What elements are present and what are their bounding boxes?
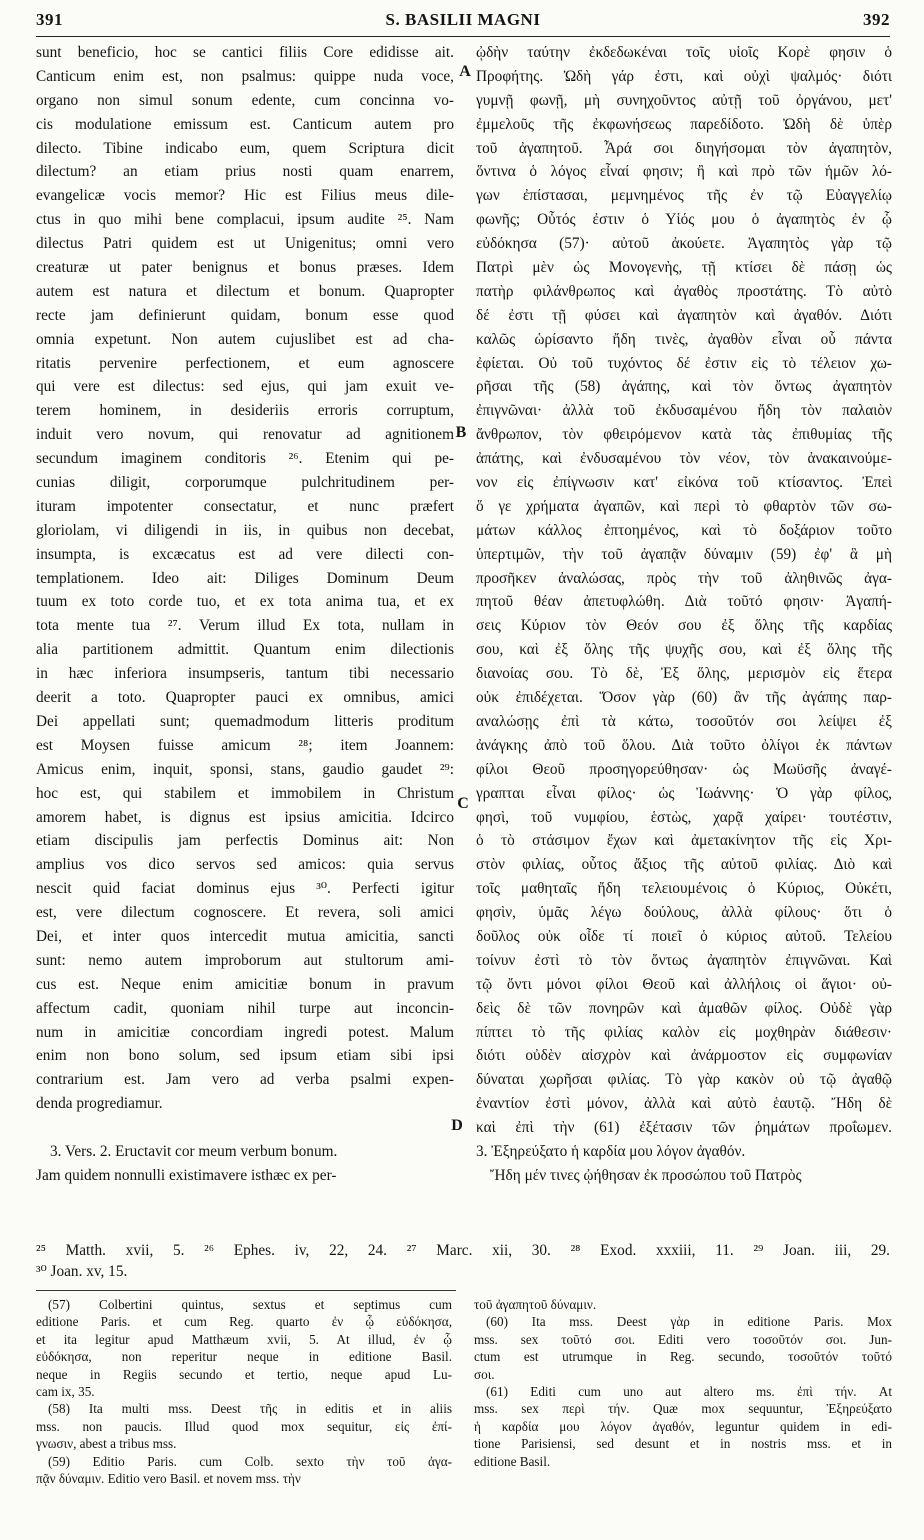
- margin-letter-b: B: [455, 424, 467, 441]
- greek-text-line: πατὴρ φιλάνθρωπος καὶ ἀγαθὸς προστάτης. Τὸ αὐτὸ: [476, 282, 892, 300]
- running-header: [36, 10, 890, 32]
- latin-text-line: omnia expetunt. Non autem cujuslibet est ad cha-: [36, 330, 454, 348]
- greek-text-line: ἐμμελοῦς τῆς ἐκφωνήσεως παρεδίδοτο. Ὠδὴ δὲ ὑπὲρ: [476, 115, 892, 133]
- greek-text-line: 3. Ἐξηρεύξατο ἡ καρδία μου λόγον ἀγαθόν.: [476, 1142, 746, 1160]
- greek-text-line: ἐφίεται. Οὐ τοῦ τυχόντος δέ ἐστιν εἰς τὸ τέλειον χω-: [476, 354, 892, 372]
- greek-text-line: σεις Κύριον τὸν Θεόν σου ἐξ ὅλης τῆς καρδίας: [476, 617, 892, 635]
- greek-text-line: διανοίας σου. Τὸ δὲ, Ἐξ ὅλης, μερισμὸν εἰς ἕτερα: [476, 665, 892, 683]
- greek-text-line: δεὶς δὲ τῶν πονηρῶν καὶ ἀμαθῶν φίλος. Οὐδὲ γὰρ: [476, 999, 892, 1017]
- latin-text-line: 3. Vers. 2. Eructavit cor meum verbum bonum.: [50, 1142, 338, 1160]
- greek-text-line: καλῶς ὡρίσαντο ἤδη τινὲς, ἀγαθὸν εἶναι οὗ πάντα: [476, 330, 892, 348]
- greek-text-line: ἀπάτης, καὶ ἐνδυσαμένου τὸν νέον, τὸν ἀνακαινούμε-: [476, 450, 892, 468]
- critical-note-line: (60) Ita mss. Deest γὰρ in editione Paris. Mox: [486, 1314, 892, 1330]
- critical-note-line: neque in Regiis secundo et tertio, neque apud Lu-: [36, 1366, 452, 1382]
- latin-text-line: dilecto. Tibine indicabo eum, quem Scriptura dicit: [36, 139, 454, 157]
- greek-text-line: ὑπερτιμῶν, τὴν τοῦ ἀγαπᾷν δύναμιν (59) ἐφ' ἃ μὴ: [476, 545, 892, 563]
- latin-text-line: est, vere dilectum cognoscere. Et revera, soli amici: [36, 904, 454, 922]
- latin-text-line: cus est. Neque enim amicitiæ bonum in pravum: [36, 975, 454, 993]
- latin-text-line: amorem habet, is dignus est ipsius amicitia. Idcirco: [36, 808, 454, 826]
- critical-note-line: editione Basil.: [474, 1453, 551, 1469]
- greek-text-line: ὁ τὸ στάσιμον ἔχων καὶ ἀμετακίνητον τῆς εἰς Χρι-: [476, 832, 892, 850]
- latin-text-line: organo non simul sonum edente, cum concinna vo-: [36, 91, 454, 109]
- latin-text-line: templationem. Ideo ait: Diliges Dominum Deum: [36, 569, 454, 587]
- page-number-left: 391: [36, 10, 63, 29]
- latin-text-line: etiam discipulis jam perfectis Dominus ait: Non: [36, 832, 454, 850]
- latin-text-line: dilectum? an etiam prius nosti quam enarrem,: [36, 163, 454, 181]
- footnote-rule: [36, 1290, 456, 1291]
- critical-note-line: mss. sex τοῦτό σοι. Editi vero τοσοῦτόν σοι. Jun-: [474, 1331, 892, 1347]
- latin-text-line: [36, 1116, 454, 1140]
- greek-text-line: ὅ γε χρήματα ἀγαπῶν, καὶ περὶ τὸ φθαρτὸν τῶν σω-: [476, 497, 892, 515]
- greek-text-line: Πατρὶ μὲν ὡς Μονογενὴς, τῇ κτίσει δὲ πάσῃ ὡς: [476, 259, 892, 277]
- greek-text-line: φίλοι Θεοῦ προσηγορεύθησαν· ὡς Μωϋσῆς ἀναγέ-: [476, 760, 892, 778]
- greek-text-line: τῷ ὄντι μόνοι φίλοι Θεοῦ καὶ ἀλλήλοις οἱ ἅγιοι· οὐ-: [476, 975, 892, 993]
- latin-text-line: ritatis pervenire perfectionem, et eum agnoscere: [36, 354, 454, 372]
- latin-text-line: recte jam definierunt quidam, bonum esse quod: [36, 306, 454, 324]
- greek-text-line: σου, καὶ ἐξ ὅλης τῆς ψυχῆς σου, καὶ ἐξ ὅλης τῆς: [476, 641, 892, 659]
- latin-text-line: in hæc inferiora insumpseris, tantum tibi necessario: [36, 665, 454, 683]
- greek-text-line: ὅντινα ὁ λόγος εἶναί φησιν; ἢ καὶ πρὸ τῶν ἡμῶν λό-: [476, 163, 892, 181]
- critical-note-line: εὐδόκησα, non reperitur neque in editione Basil.: [36, 1349, 452, 1365]
- latin-text-line: affectum cadit, quoniam nihil turpe aut inconcin-: [36, 999, 454, 1017]
- latin-text-line: sunt beneficio, hoc se cantici filiis Core edidisse ait.: [36, 44, 454, 61]
- greek-text-line: φησὶ, τοῦ νυμφίου, ἑστὼς, χαρᾷ χαίρει· τουτέστιν,: [476, 808, 892, 826]
- greek-text-line: ρῆσαι τῆς (58) ἀγάπης, καὶ τὸν ὄντως ἀγαπητὸν: [476, 378, 892, 396]
- latin-text-line: cis modulatione emissum est. Canticum autem pro: [36, 115, 454, 133]
- latin-text-line: Dei appellati sunt; quemadmodum litteris proditum: [36, 712, 454, 730]
- latin-text-line: ctus in quo mihi bene complacui, ipsum audite ²⁵. Nam: [36, 211, 454, 229]
- greek-text-line: ἀνάγκης ἀπὸ τοῦ ὅλου. Διὰ τοῦτο ὀλίγοι ἐκ πάντων: [476, 736, 892, 754]
- greek-text-line: τοῖς μαθηταῖς ἤδη τελειουμένοις ὁ Κύριος, Οὐκέτι,: [476, 880, 892, 898]
- latin-text-line: ituram impotenter consectatur, et nunc præfert: [36, 497, 454, 515]
- latin-text-line: denda progrediamur.: [36, 1095, 163, 1113]
- latin-column: [36, 41, 454, 1269]
- critical-note-line: γνωσιν, abest a tribus mss.: [36, 1436, 177, 1452]
- latin-text-line: cunias diligit, corporumque pulchritudinem per-: [36, 474, 454, 492]
- latin-text-line: est Moysen fuisse amicum ²⁸; item Joannem:: [36, 736, 454, 754]
- scripture-reference-line: ³⁰ Joan. xv, 15.: [36, 1263, 128, 1280]
- greek-text-line: ᾠδὴν ταύτην ἐκδεδωκέναι τοῖς υἱοῖς Κορὲ φησιν ὁ: [476, 44, 892, 61]
- critical-note-line: editione Paris. et cum Reg. quarto ἐν ᾧ εὐδόκησα,: [36, 1314, 452, 1330]
- latin-text-line: hoc est, qui stabilem et immobilem in Christum: [36, 784, 454, 802]
- latin-text-line: creaturæ ut pater benignus et bonus præses. Idem: [36, 259, 454, 277]
- latin-text-line: tota mente tua ²⁷. Verum illud Ex tota, nullam in: [36, 617, 454, 635]
- greek-text-line: δέ ἐστι τῇ φύσει καὶ ἀγαπητὸν καὶ ἀγαθόν. Διότι: [476, 306, 892, 324]
- critical-note-line: et ita legitur apud Matthæum xvii, 5. At illud, ἐν ᾧ: [36, 1331, 452, 1347]
- critical-notes-right: [474, 1296, 892, 1536]
- latin-text-line: insumpta, is excæcatus est ad vere dilecti con-: [36, 545, 454, 563]
- greek-text-line: δοῦλος οὐκ οἶδε τί ποιεῖ ὁ κύριος αὐτοῦ. Τελείου: [476, 927, 892, 945]
- greek-text-line: ἐπιγνῶναι· ἀλλὰ τοῦ ἐκδυσαμένου ἤδη τὸν παλαιὸν: [476, 402, 892, 420]
- page-number-right: 392: [863, 10, 890, 29]
- latin-text-line: enim non bono solum, sed ipsum etiam sibi ipsi: [36, 1047, 454, 1065]
- critical-note-line: ctum est utrumque in Reg. secundo, τοσοῦτόν τοῦτό: [474, 1349, 892, 1365]
- greek-text-line: πίπτει τὸ τῆς φιλίας καλὸν εἰς μοχθηρὰν διάθεσιν·: [476, 1023, 892, 1041]
- greek-text-line: αναλώσῃς ἐπὶ τὰ κάτω, τοσοῦτόν σοι λείψει ἐξ: [476, 712, 892, 730]
- latin-text-line: tuum ex toto corde tuo, et ex tota anima tua, et ex: [36, 593, 454, 611]
- latin-text-line: autem est natura et dilectum et bonum. Quapropter: [36, 282, 454, 300]
- latin-text-line: alia partitionem admittit. Quantum enim dilectionis: [36, 641, 454, 659]
- latin-text-line: evangelicæ vocis memor? Hic est Filius meus dile-: [36, 187, 454, 205]
- greek-text-line: προσῆκεν ἀναλώσας, πρὸς τὴν τοῦ ἀληθινῶς ἀγα-: [476, 569, 892, 587]
- greek-column: [476, 41, 892, 1269]
- greek-text-line: τοῦ ἀγαπητοῦ. Ἆρά σοι διηγήσομαι τὸν ἀγαπητὸν,: [476, 139, 892, 157]
- critical-note-line: (59) Editio Paris. cum Colb. sexto τὴν τοῦ ἀγα-: [48, 1453, 452, 1469]
- greek-text-line: εὐδόκησα (57)· αὐτοῦ ἀκούετε. Ἀγαπητὸς γὰρ τῷ: [476, 235, 892, 253]
- margin-letter-a: A: [459, 63, 471, 80]
- critical-note-line: (58) Ita multi mss. Deest τῆς in editis et in aliis: [48, 1401, 452, 1417]
- latin-text-line: nescit quid faciat dominus ejus ³⁰. Perfecti igitur: [36, 880, 454, 898]
- scripture-references: [36, 1240, 890, 1286]
- latin-text-line: amplius vos dico servos sed amicos: quia servus: [36, 856, 454, 874]
- latin-text-line: secundum imaginem conditoris ²⁶. Etenim qui pe-: [36, 450, 454, 468]
- latin-text-line: Dei, et inter quos intercedit mutua amicitia, sancti: [36, 927, 454, 945]
- greek-text-line: ἐναντίον ἐστὶ μόνον, ἀλλὰ καὶ αὐτὸ ἑαυτῷ. Ἤδη δὲ: [476, 1095, 892, 1113]
- latin-text-line: Jam quidem nonnulli existimavere isthæc ex per-: [36, 1166, 337, 1184]
- critical-note-line: τοῦ ἀγαπητοῦ δύναμιν.: [474, 1297, 597, 1312]
- greek-text-line: φωνῆς; Οὗτός ἐστιν ὁ Υἱός μου ὁ ἀγαπητὸς ἐν ᾧ: [476, 211, 892, 229]
- critical-note-line: (61) Editi cum uno aut altero ms. ἐπὶ τήν. At: [486, 1383, 892, 1399]
- latin-text-line: gloriolam, vi diligendi in iis, in quibus non decebat,: [36, 521, 454, 539]
- greek-text-line: οὐκ ἐπιδέχεται. Ὅσον γὰρ (60) ἂν τῆς ἀγάπης παρ-: [476, 689, 892, 707]
- greek-text-line: γων ἐπίστασαι, μεμνημένος τῆς ἐν τῷ Εὐαγγελίῳ: [476, 187, 892, 205]
- margin-letter-d: D: [451, 1117, 463, 1134]
- latin-text-line: dilectus Patri quidem est ut Unigenitus; omni vero: [36, 235, 454, 253]
- critical-notes-left: [36, 1296, 452, 1536]
- scripture-reference-line: ²⁵ Matth. xvii, 5. ²⁶ Ephes. iv, 22, 24. ²⁷ Marc. xii, 30. ²⁸ Exod. xxxiii, 11. ²⁹ Joan. iii, 29.: [36, 1242, 890, 1259]
- latin-text-line: terem hominem, in desideriis erroris corruptum,: [36, 402, 454, 420]
- latin-text-line: num in amicitiæ concordiam ingredi potest. Malum: [36, 1023, 454, 1041]
- critical-note-line: mss. sex περὶ τήν. Quæ mox sequuntur, Ἐξηρεύξατο: [474, 1401, 892, 1417]
- greek-text-line: γραπται εἶναι φίλος· ὡς Ἰωάννης· Ὁ γὰρ φίλος,: [476, 784, 892, 802]
- greek-text-line: Προφήτης. Ὠδὴ γάρ ἐστι, καὶ οὐχὶ ψαλμός· διότι: [476, 67, 892, 85]
- greek-text-line: φησὶν, ὑμᾶς λέγω δούλους, ἀλλὰ φίλους· ὅτι ὁ: [476, 904, 892, 922]
- critical-note-line: πᾷν δύναμιν. Editio vero Basil. et novem mss. τὴν: [36, 1470, 301, 1486]
- latin-text-line: qui vere est dilectus: sed ejus, qui jam exuit ve-: [36, 378, 454, 396]
- latin-text-line: induit vero novum, qui renovatur ad agnitionem: [36, 426, 454, 444]
- latin-text-line: sunt: nemo autem improborum aut stultorum ami-: [36, 951, 454, 969]
- critical-note-line: mss. non paucis. Illud quod mox sequitur, εἰς ἐπί-: [36, 1418, 452, 1434]
- header-rule: [36, 36, 890, 37]
- critical-note-line: (57) Colbertini quintus, sextus et septimus cum: [48, 1297, 452, 1312]
- latin-text-line: contrarium est. Jam vero ad verba psalmi expen-: [36, 1071, 454, 1089]
- greek-text-line: Ἤδη μέν τινες ᾠήθησαν ἐκ προσώπου τοῦ Πατρὸς: [490, 1166, 802, 1184]
- greek-text-line: νον εἰς ἐπίγνωσιν κατ' εἰκόνα τοῦ κτίσαντος. Ἐπεὶ: [476, 474, 892, 492]
- greek-text-line: τοίνυν ἐστὶ τὸ τὸν ὄντως ἀγαπητὸν ἐπιγνῶναι. Καὶ: [476, 951, 892, 969]
- greek-text-line: ἄνθρωπον, τὸν φθειρόμενον κατὰ τὰς ἐπιθυμίας τῆς: [476, 426, 892, 444]
- latin-text-line: Amicus enim, inquit, sponsi, stans, gaudio gaudet ²⁹:: [36, 760, 454, 778]
- margin-letter-c: C: [457, 795, 469, 812]
- greek-text-line: δύναται χωρῆσαι φιλίας. Τὸ γὰρ κακὸν οὐ τῷ ἀγαθῷ: [476, 1071, 892, 1089]
- critical-note-line: ἡ καρδία μου λόγον ἀγαθόν, leguntur quidem in edi-: [474, 1418, 892, 1434]
- greek-text-line: διότι οὐδὲν αἰσχρὸν καὶ ἀνάρμοστον εἰς συμφωνίαν: [476, 1047, 892, 1065]
- critical-note-line: cam ix, 35.: [36, 1383, 95, 1399]
- greek-text-line: πητοῦ θέαν ἀπετυφλώθη. Διὰ τοῦτό φησιν· Ἀγαπή-: [476, 593, 892, 611]
- greek-text-line: μάτων κάλλος ἐπτοημένος, καὶ τὸ δοξάριον τοῦτο: [476, 521, 892, 539]
- critical-note-line: σοι.: [474, 1366, 495, 1382]
- greek-text-line: καὶ ἐπὶ τὴν (61) ἐξέτασιν τῶν ῥημάτων προΐωμεν.: [476, 1119, 892, 1137]
- running-title: S. BASILII MAGNI: [385, 10, 541, 29]
- greek-text-line: γυμνῇ φωνῇ, μὴ συνηχοῦντος αὐτῇ τοῦ ὀργάνου, μετ': [476, 91, 892, 109]
- latin-text-line: Canticum enim est, non psalmus: quippe nuda voce,: [36, 67, 454, 85]
- critical-note-line: tione Parisiensi, sed desunt et in nostris mss. et in: [474, 1436, 892, 1452]
- greek-text-line: στὸν φιλίας, οὗτος ἄξιος τῆς αὐτοῦ φιλίας. Διὸ καὶ: [476, 856, 892, 874]
- latin-text-line: deerit a toto. Quapropter pauci ex omnibus, amici: [36, 689, 454, 707]
